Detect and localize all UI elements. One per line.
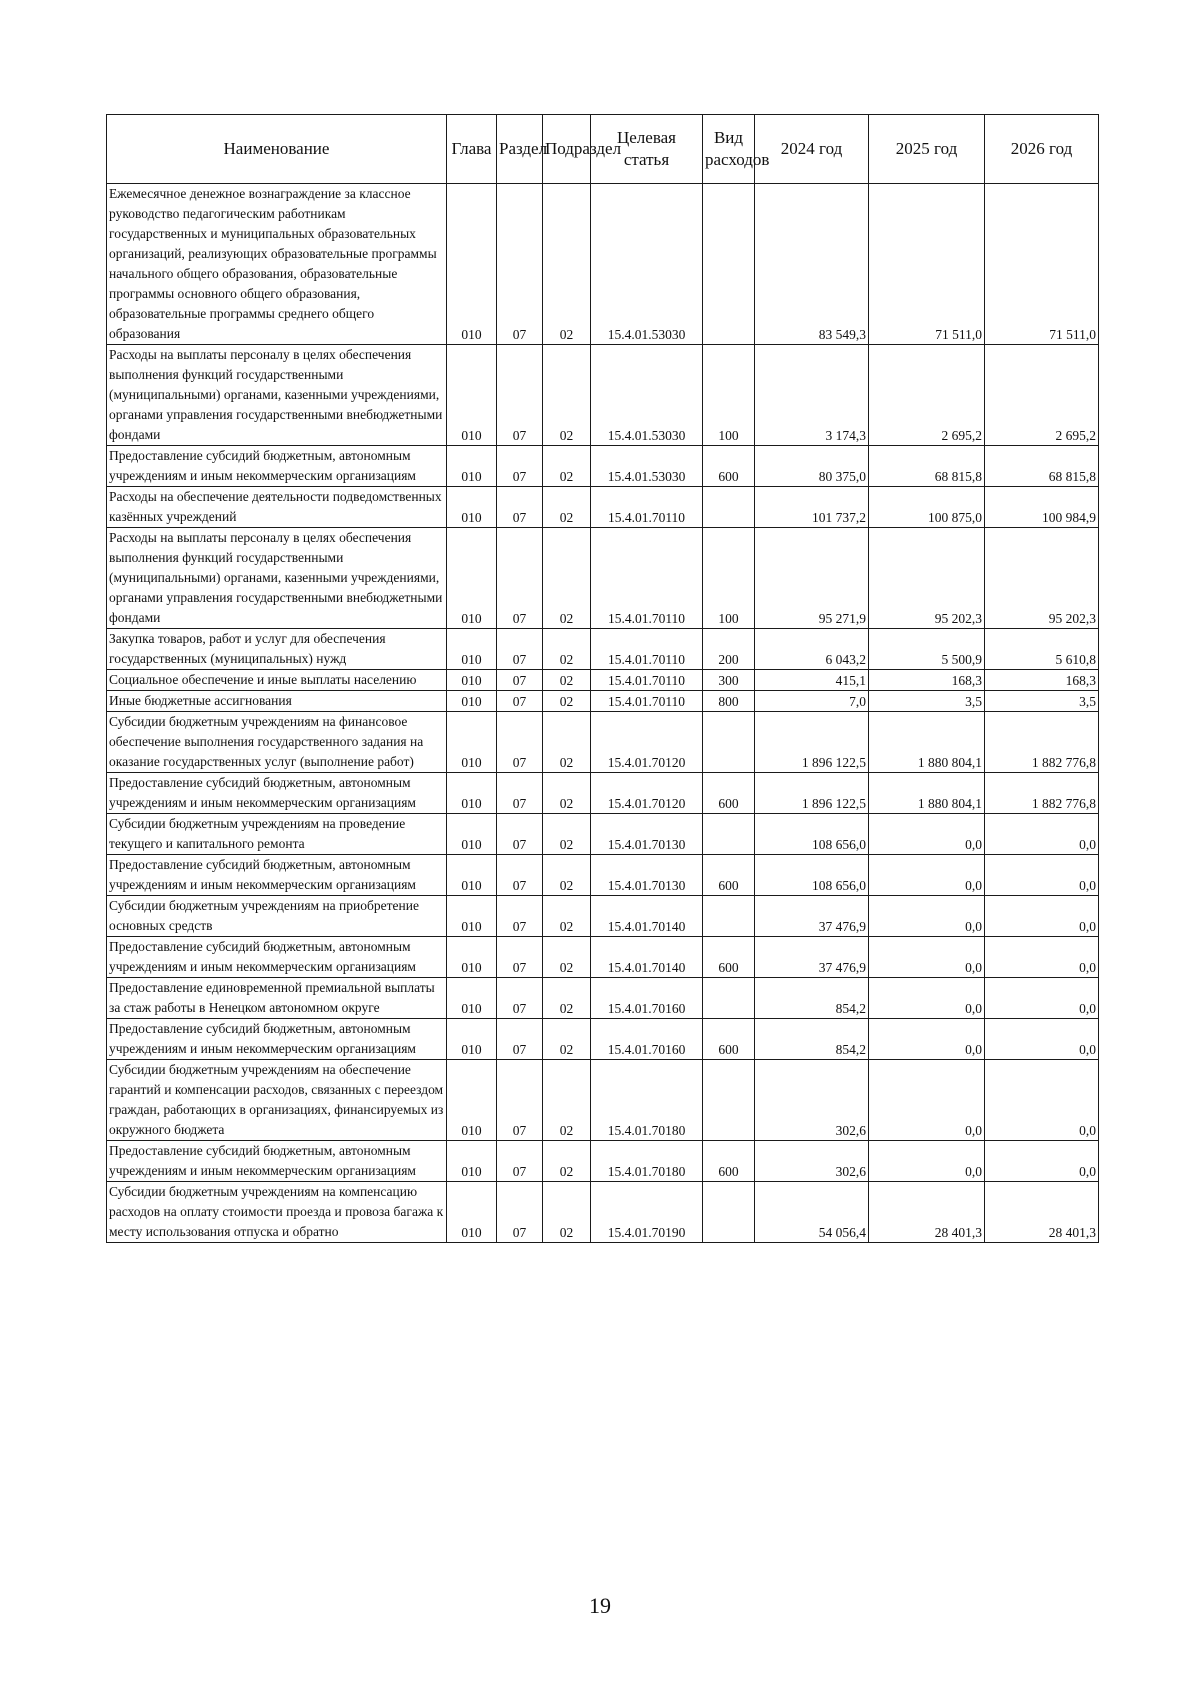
cell-year-2025: 0,0 <box>869 855 985 896</box>
cell-year-2024: 415,1 <box>755 670 869 691</box>
cell-target-article: 15.4.01.70160 <box>591 1019 703 1060</box>
header-razdel: Раздел <box>497 115 543 184</box>
cell-year-2026: 168,3 <box>985 670 1099 691</box>
cell-razdel: 07 <box>497 629 543 670</box>
cell-expense-type: 600 <box>703 855 755 896</box>
cell-year-2024: 1 896 122,5 <box>755 712 869 773</box>
cell-name: Расходы на обеспечение деятельности подведомственных казённых учреждений <box>107 487 447 528</box>
cell-year-2025: 1 880 804,1 <box>869 712 985 773</box>
cell-year-2024: 108 656,0 <box>755 855 869 896</box>
cell-podrazdel: 02 <box>543 1019 591 1060</box>
cell-year-2024: 302,6 <box>755 1141 869 1182</box>
cell-razdel: 07 <box>497 1182 543 1243</box>
cell-year-2026: 28 401,3 <box>985 1182 1099 1243</box>
table-body <box>107 184 1099 1243</box>
cell-expense-type: 600 <box>703 1019 755 1060</box>
cell-name: Иные бюджетные ассигнования <box>107 691 447 712</box>
cell-year-2026: 2 695,2 <box>985 345 1099 446</box>
cell-name: Предоставление субсидий бюджетным, автономным учреждениям и иным некоммерческим организациям <box>107 855 447 896</box>
cell-year-2026: 0,0 <box>985 937 1099 978</box>
cell-glava: 010 <box>447 773 497 814</box>
cell-year-2024: 854,2 <box>755 1019 869 1060</box>
cell-year-2026: 0,0 <box>985 814 1099 855</box>
cell-year-2024: 83 549,3 <box>755 184 869 345</box>
cell-expense-type <box>703 184 755 345</box>
cell-razdel: 07 <box>497 670 543 691</box>
table-row <box>107 184 1099 345</box>
cell-year-2024: 1 896 122,5 <box>755 773 869 814</box>
table-row <box>107 1182 1099 1243</box>
cell-expense-type <box>703 1182 755 1243</box>
cell-year-2025: 1 880 804,1 <box>869 773 985 814</box>
cell-expense-type <box>703 896 755 937</box>
cell-razdel: 07 <box>497 345 543 446</box>
table-row <box>107 1019 1099 1060</box>
cell-expense-type <box>703 978 755 1019</box>
cell-expense-type: 200 <box>703 629 755 670</box>
cell-name: Предоставление единовременной премиальной выплаты за стаж работы в Ненецком автономном округе <box>107 978 447 1019</box>
cell-year-2026: 0,0 <box>985 1060 1099 1141</box>
cell-target-article: 15.4.01.70110 <box>591 528 703 629</box>
cell-podrazdel: 02 <box>543 446 591 487</box>
cell-razdel: 07 <box>497 896 543 937</box>
cell-year-2026: 71 511,0 <box>985 184 1099 345</box>
cell-podrazdel: 02 <box>543 629 591 670</box>
cell-expense-type: 100 <box>703 528 755 629</box>
cell-year-2024: 54 056,4 <box>755 1182 869 1243</box>
cell-expense-type <box>703 712 755 773</box>
cell-podrazdel: 02 <box>543 1141 591 1182</box>
cell-year-2024: 302,6 <box>755 1060 869 1141</box>
table-row <box>107 773 1099 814</box>
cell-year-2025: 2 695,2 <box>869 345 985 446</box>
cell-target-article: 15.4.01.70140 <box>591 937 703 978</box>
budget-table <box>106 114 1099 1243</box>
cell-target-article: 15.4.01.70110 <box>591 670 703 691</box>
cell-target-article: 15.4.01.70110 <box>591 487 703 528</box>
cell-podrazdel: 02 <box>543 528 591 629</box>
header-expense-type: Вид расходов <box>703 115 755 184</box>
cell-year-2025: 100 875,0 <box>869 487 985 528</box>
cell-razdel: 07 <box>497 184 543 345</box>
header-row <box>107 115 1099 184</box>
cell-name: Предоставление субсидий бюджетным, автономным учреждениям и иным некоммерческим организациям <box>107 1019 447 1060</box>
cell-target-article: 15.4.01.70130 <box>591 814 703 855</box>
cell-razdel: 07 <box>497 855 543 896</box>
cell-glava: 010 <box>447 814 497 855</box>
table-row <box>107 670 1099 691</box>
cell-target-article: 15.4.01.70110 <box>591 691 703 712</box>
cell-name: Субсидии бюджетным учреждениям на приобретение основных средств <box>107 896 447 937</box>
cell-glava: 010 <box>447 670 497 691</box>
table-header <box>107 115 1099 184</box>
cell-year-2025: 0,0 <box>869 978 985 1019</box>
header-glava: Глава <box>447 115 497 184</box>
cell-year-2024: 37 476,9 <box>755 896 869 937</box>
cell-year-2025: 95 202,3 <box>869 528 985 629</box>
cell-glava: 010 <box>447 446 497 487</box>
cell-expense-type: 100 <box>703 345 755 446</box>
cell-razdel: 07 <box>497 1141 543 1182</box>
cell-glava: 010 <box>447 184 497 345</box>
cell-glava: 010 <box>447 978 497 1019</box>
cell-glava: 010 <box>447 691 497 712</box>
header-podrazdel: Подраздел <box>543 115 591 184</box>
cell-razdel: 07 <box>497 446 543 487</box>
table-row <box>107 1141 1099 1182</box>
table-row <box>107 978 1099 1019</box>
cell-year-2026: 5 610,8 <box>985 629 1099 670</box>
cell-year-2025: 0,0 <box>869 1141 985 1182</box>
cell-name: Ежемесячное денежное вознаграждение за классное руководство педагогическим работникам государственных и муниципальных образовательных организаций, реализующих образовательные программы начального общего образования, образовательные программы основного общего образования, образовательные программы среднего общего образования <box>107 184 447 345</box>
cell-podrazdel: 02 <box>543 184 591 345</box>
header-year-2026: 2026 год <box>985 115 1099 184</box>
cell-year-2026: 0,0 <box>985 978 1099 1019</box>
cell-razdel: 07 <box>497 814 543 855</box>
table-row <box>107 896 1099 937</box>
cell-year-2026: 0,0 <box>985 1019 1099 1060</box>
cell-razdel: 07 <box>497 1060 543 1141</box>
cell-glava: 010 <box>447 896 497 937</box>
table-row <box>107 446 1099 487</box>
cell-name: Субсидии бюджетным учреждениям на проведение текущего и капитального ремонта <box>107 814 447 855</box>
cell-expense-type: 600 <box>703 1141 755 1182</box>
cell-glava: 010 <box>447 1141 497 1182</box>
cell-podrazdel: 02 <box>543 937 591 978</box>
cell-expense-type: 300 <box>703 670 755 691</box>
cell-glava: 010 <box>447 1019 497 1060</box>
cell-year-2025: 0,0 <box>869 937 985 978</box>
cell-year-2024: 101 737,2 <box>755 487 869 528</box>
cell-year-2026: 0,0 <box>985 855 1099 896</box>
cell-year-2024: 80 375,0 <box>755 446 869 487</box>
cell-target-article: 15.4.01.70130 <box>591 855 703 896</box>
cell-year-2026: 0,0 <box>985 1141 1099 1182</box>
cell-year-2025: 71 511,0 <box>869 184 985 345</box>
cell-glava: 010 <box>447 345 497 446</box>
cell-glava: 010 <box>447 629 497 670</box>
table-row <box>107 487 1099 528</box>
cell-razdel: 07 <box>497 1019 543 1060</box>
cell-target-article: 15.4.01.70180 <box>591 1141 703 1182</box>
cell-year-2024: 95 271,9 <box>755 528 869 629</box>
table-row <box>107 629 1099 670</box>
cell-expense-type: 600 <box>703 937 755 978</box>
cell-year-2025: 3,5 <box>869 691 985 712</box>
cell-razdel: 07 <box>497 712 543 773</box>
cell-glava: 010 <box>447 1182 497 1243</box>
cell-target-article: 15.4.01.70190 <box>591 1182 703 1243</box>
cell-podrazdel: 02 <box>543 712 591 773</box>
table-row <box>107 1060 1099 1141</box>
header-name: Наименование <box>107 115 447 184</box>
cell-year-2026: 95 202,3 <box>985 528 1099 629</box>
cell-podrazdel: 02 <box>543 487 591 528</box>
cell-year-2026: 1 882 776,8 <box>985 773 1099 814</box>
cell-year-2025: 0,0 <box>869 1019 985 1060</box>
cell-podrazdel: 02 <box>543 670 591 691</box>
cell-podrazdel: 02 <box>543 978 591 1019</box>
header-year-2024: 2024 год <box>755 115 869 184</box>
cell-target-article: 15.4.01.70160 <box>591 978 703 1019</box>
cell-razdel: 07 <box>497 937 543 978</box>
table-row <box>107 712 1099 773</box>
cell-year-2024: 108 656,0 <box>755 814 869 855</box>
cell-target-article: 15.4.01.70110 <box>591 629 703 670</box>
table-row <box>107 528 1099 629</box>
cell-podrazdel: 02 <box>543 345 591 446</box>
cell-glava: 010 <box>447 712 497 773</box>
cell-name: Субсидии бюджетным учреждениям на компенсацию расходов на оплату стоимости проезда и провоза багажа к месту использования отпуска и обратно <box>107 1182 447 1243</box>
cell-target-article: 15.4.01.53030 <box>591 446 703 487</box>
cell-target-article: 15.4.01.70120 <box>591 712 703 773</box>
cell-expense-type: 600 <box>703 773 755 814</box>
cell-year-2026: 1 882 776,8 <box>985 712 1099 773</box>
cell-year-2024: 3 174,3 <box>755 345 869 446</box>
cell-name: Социальное обеспечение и иные выплаты населению <box>107 670 447 691</box>
table-row <box>107 345 1099 446</box>
cell-target-article: 15.4.01.70140 <box>591 896 703 937</box>
table-row <box>107 855 1099 896</box>
cell-glava: 010 <box>447 937 497 978</box>
cell-year-2024: 7,0 <box>755 691 869 712</box>
cell-expense-type <box>703 1060 755 1141</box>
header-year-2025: 2025 год <box>869 115 985 184</box>
table-row <box>107 814 1099 855</box>
cell-glava: 010 <box>447 1060 497 1141</box>
cell-year-2024: 37 476,9 <box>755 937 869 978</box>
cell-podrazdel: 02 <box>543 855 591 896</box>
cell-podrazdel: 02 <box>543 773 591 814</box>
cell-razdel: 07 <box>497 978 543 1019</box>
cell-podrazdel: 02 <box>543 1182 591 1243</box>
cell-razdel: 07 <box>497 691 543 712</box>
cell-expense-type <box>703 487 755 528</box>
cell-glava: 010 <box>447 855 497 896</box>
page-number: 19 <box>589 1593 611 1618</box>
cell-podrazdel: 02 <box>543 814 591 855</box>
cell-year-2026: 3,5 <box>985 691 1099 712</box>
cell-razdel: 07 <box>497 528 543 629</box>
cell-glava: 010 <box>447 487 497 528</box>
cell-expense-type: 800 <box>703 691 755 712</box>
cell-year-2025: 68 815,8 <box>869 446 985 487</box>
table-row <box>107 691 1099 712</box>
cell-name: Предоставление субсидий бюджетным, автономным учреждениям и иным некоммерческим организациям <box>107 773 447 814</box>
cell-name: Предоставление субсидий бюджетным, автономным учреждениям и иным некоммерческим организациям <box>107 446 447 487</box>
cell-target-article: 15.4.01.53030 <box>591 184 703 345</box>
cell-glava: 010 <box>447 528 497 629</box>
cell-name: Субсидии бюджетным учреждениям на финансовое обеспечение выполнения государственного задания на оказание государственных услуг (выполнение работ) <box>107 712 447 773</box>
cell-target-article: 15.4.01.70120 <box>591 773 703 814</box>
cell-podrazdel: 02 <box>543 1060 591 1141</box>
table-row <box>107 937 1099 978</box>
cell-target-article: 15.4.01.53030 <box>591 345 703 446</box>
cell-razdel: 07 <box>497 487 543 528</box>
cell-name: Предоставление субсидий бюджетным, автономным учреждениям и иным некоммерческим организациям <box>107 937 447 978</box>
cell-year-2026: 100 984,9 <box>985 487 1099 528</box>
cell-expense-type <box>703 814 755 855</box>
cell-year-2024: 6 043,2 <box>755 629 869 670</box>
cell-year-2025: 168,3 <box>869 670 985 691</box>
header-target-article: Целевая статья <box>591 115 703 184</box>
cell-year-2026: 0,0 <box>985 896 1099 937</box>
cell-target-article: 15.4.01.70180 <box>591 1060 703 1141</box>
cell-year-2025: 0,0 <box>869 896 985 937</box>
cell-name: Расходы на выплаты персоналу в целях обеспечения выполнения функций государственными (муниципальными) органами, казенными учреждениями, органами управления государственными внебюджетными фондами <box>107 345 447 446</box>
cell-name: Закупка товаров, работ и услуг для обеспечения государственных (муниципальных) нужд <box>107 629 447 670</box>
cell-podrazdel: 02 <box>543 896 591 937</box>
cell-name: Расходы на выплаты персоналу в целях обеспечения выполнения функций государственными (муниципальными) органами, казенными учреждениями, органами управления государственными внебюджетными фондами <box>107 528 447 629</box>
cell-razdel: 07 <box>497 773 543 814</box>
cell-podrazdel: 02 <box>543 691 591 712</box>
cell-year-2026: 68 815,8 <box>985 446 1099 487</box>
cell-year-2024: 854,2 <box>755 978 869 1019</box>
cell-name: Предоставление субсидий бюджетным, автономным учреждениям и иным некоммерческим организациям <box>107 1141 447 1182</box>
cell-year-2025: 0,0 <box>869 1060 985 1141</box>
cell-name: Субсидии бюджетным учреждениям на обеспечение гарантий и компенсации расходов, связанных с переездом граждан, работающих в организациях, финансируемых из окружного бюджета <box>107 1060 447 1141</box>
cell-year-2025: 5 500,9 <box>869 629 985 670</box>
cell-year-2025: 0,0 <box>869 814 985 855</box>
cell-expense-type: 600 <box>703 446 755 487</box>
cell-year-2025: 28 401,3 <box>869 1182 985 1243</box>
